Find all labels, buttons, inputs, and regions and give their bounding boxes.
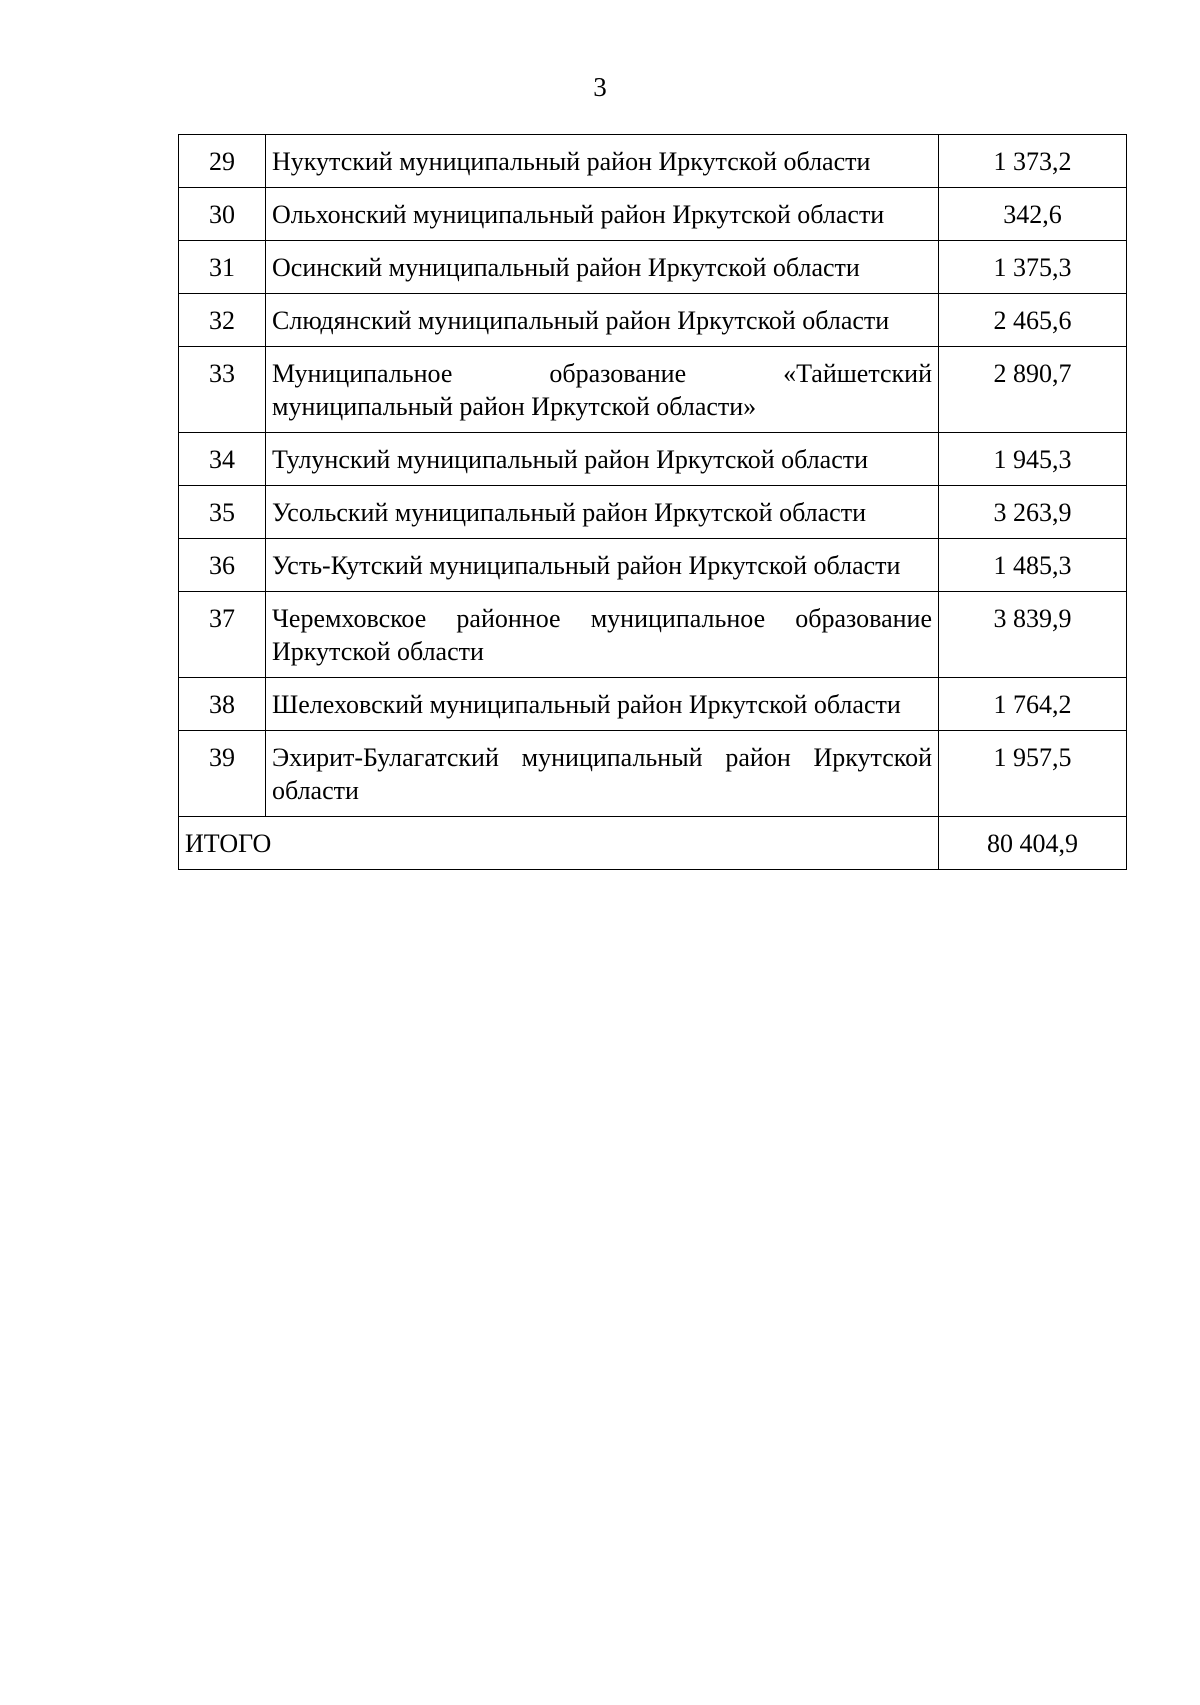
total-row [179,817,1127,870]
row-number: 30 [179,188,266,241]
table-row [179,486,1127,539]
table-row [179,678,1127,731]
allocation-table [178,134,1127,870]
municipality-name: Нукутский муниципальный район Иркутской области [266,135,939,188]
amount-value: 1 957,5 [939,731,1127,817]
amount-value: 1 945,3 [939,433,1127,486]
total-label: ИТОГО [179,817,939,870]
table-row [179,433,1127,486]
row-number: 29 [179,135,266,188]
row-number: 38 [179,678,266,731]
amount-value: 342,6 [939,188,1127,241]
total-value: 80 404,9 [939,817,1127,870]
municipality-name: Черемховское районное муниципальное образование Иркутской области [266,592,939,678]
table-row [179,539,1127,592]
page-number: 3 [593,72,607,102]
municipality-name: Слюдянский муниципальный район Иркутской области [266,294,939,347]
table-row [179,135,1127,188]
municipality-name: Ольхонский муниципальный район Иркутской области [266,188,939,241]
municipality-name: Тулунский муниципальный район Иркутской области [266,433,939,486]
amount-value: 1 373,2 [939,135,1127,188]
amount-value: 3 839,9 [939,592,1127,678]
municipality-name: Эхирит-Булагатский муниципальный район Иркутской области [266,731,939,817]
amount-value: 1 764,2 [939,678,1127,731]
table-row [179,241,1127,294]
row-number: 31 [179,241,266,294]
municipality-name: Шелеховский муниципальный район Иркутской области [266,678,939,731]
amount-value: 3 263,9 [939,486,1127,539]
amount-value: 2 890,7 [939,347,1127,433]
row-number: 34 [179,433,266,486]
municipality-name: Муниципальное образование «Тайшетский муниципальный район Иркутской области» [266,347,939,433]
table-row [179,347,1127,433]
amount-value: 1 485,3 [939,539,1127,592]
row-number: 39 [179,731,266,817]
municipality-name: Усть-Кутский муниципальный район Иркутской области [266,539,939,592]
table-row [179,294,1127,347]
amount-value: 1 375,3 [939,241,1127,294]
table-row [179,731,1127,817]
municipality-name: Усольский муниципальный район Иркутской области [266,486,939,539]
row-number: 35 [179,486,266,539]
row-number: 36 [179,539,266,592]
row-number: 33 [179,347,266,433]
row-number: 32 [179,294,266,347]
table-row [179,592,1127,678]
table-row [179,188,1127,241]
amount-value: 2 465,6 [939,294,1127,347]
municipality-name: Осинский муниципальный район Иркутской области [266,241,939,294]
row-number: 37 [179,592,266,678]
